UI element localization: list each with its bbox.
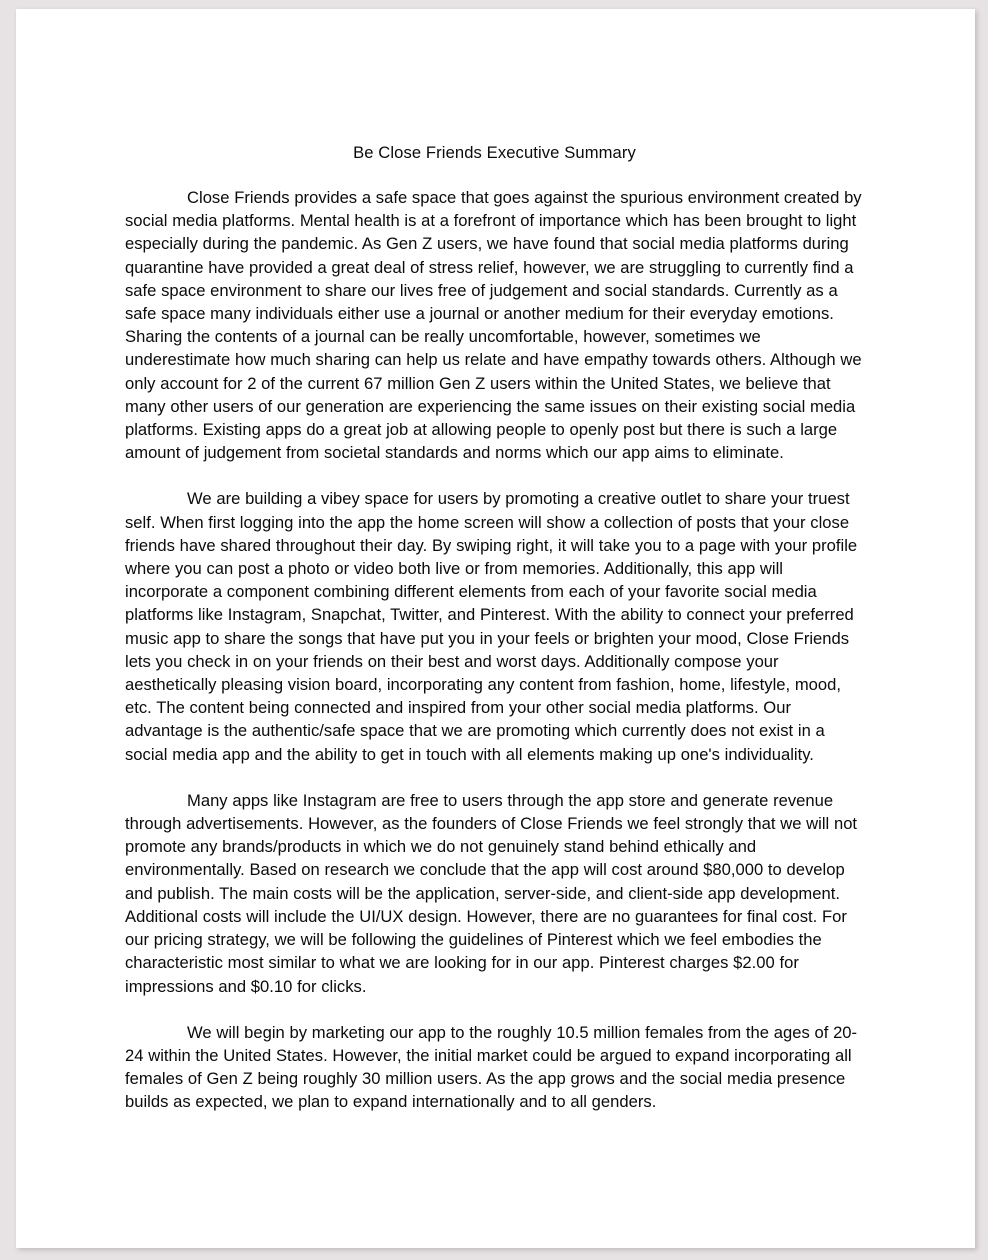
page-title: Be Close Friends Executive Summary xyxy=(353,143,636,162)
paragraph-2: We are building a vibey space for users by promoting a creative outlet to share your truest self. When first logging into the app the home screen will show a collection of posts that your close friends have shared throughout their day. By swiping right, it will take you to a page with your profile where you can post a photo or video both live or from memories. Additionally, this app will incorporate a component combining different elements from each of your favorite social media platforms like Instagram, Snapchat, Twitter, and Pinterest. With the ability to connect your preferred music app to share the songs that have put you in your feels or brighten your mood, Close Friends lets you check in on your friends on their best and worst days. Additionally compose your aesthetically pleasing vision board, incorporating any content from fashion, home, lifestyle, mood, etc. The content being connected and inspired from your other social media platforms. Our advantage is the authentic/safe space that we are promoting which currently does not exist in a social media app and the ability to get in touch with all elements making up one's individuality. xyxy=(125,489,858,764)
paragraph-1: Close Friends provides a safe space that goes against the spurious environment created by social media platforms. Mental health is at a forefront of importance which has been brought to light especially during the pandemic. As Gen Z users, we have found that social media platforms during quarantine have provided a great deal of stress relief, however, we are struggling to currently find a safe space environment to share our lives free of judgement and social standards. Currently as a safe space many individuals either use a journal or another medium for their everyday emotions. Sharing the contents of a journal can be really uncomfortable, however, sometimes we underestimate how much sharing can help us relate and have empathy towards others. Although we only account for 2 of the current 67 million Gen Z users within the United States, we believe that many other users of our generation are experiencing the same issues on their existing social media platforms. Existing apps do a great job at allowing people to openly post but there is such a large amount of judgement from societal standards and norms which our app aims to eliminate. xyxy=(125,188,862,463)
paragraph-3: Many apps like Instagram are free to users through the app store and generate revenue through advertisements. However, as the founders of Close Friends we feel strongly that we will not promote any brands/products in which we do not genuinely stand behind ethically and environmentally. Based on research we conclude that the app will cost around $80,000 to develop and publish. The main costs will be the application, server-side, and client-side app development. Additional costs will include the UI/UX design. However, there are no guarantees for final cost. For our pricing strategy, we will be following the guidelines of Pinterest which we feel embodies the characteristic most similar to what we are looking for in our app. Pinterest charges $2.00 for impressions and $0.10 for clicks. xyxy=(125,790,858,996)
paragraph-4: We will begin by marketing our app to the roughly 10.5 million females from the ages of 20-24 within the United States. However, the initial market could be argued to expand incorporating all females of Gen Z being roughly 30 million users. As the app grows and the social media presence builds as expected, we plan to expand internationally and to all genders. xyxy=(125,1022,858,1112)
document-page xyxy=(16,9,975,1248)
document-body xyxy=(125,141,864,1114)
